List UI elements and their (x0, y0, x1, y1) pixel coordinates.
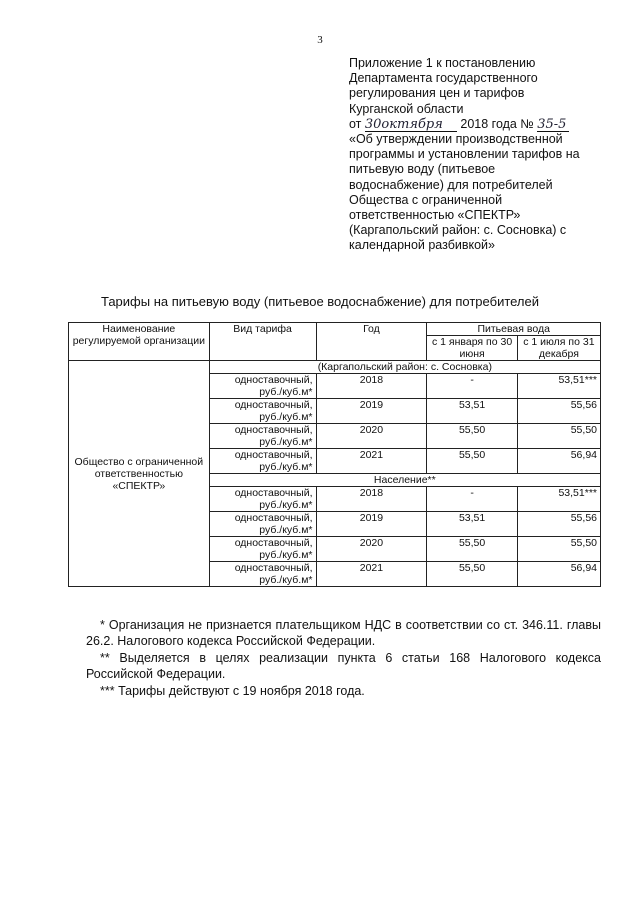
date-suffix: 2018 года № (460, 116, 534, 131)
footnotes (86, 618, 601, 702)
period1-cell: 55,50 (427, 562, 517, 587)
date-prefix: от (349, 116, 362, 131)
footnote-population: ** Выделяется в целях реализации пункта 6 статьи 168 Налогового кодекса Российской Федерации. (86, 651, 601, 681)
period1-cell: 55,50 (427, 537, 517, 562)
period1-cell: 55,50 (427, 424, 517, 449)
appendix-title-line: Общества с ограниченной (349, 192, 503, 207)
period1-cell: - (427, 374, 517, 399)
tariff-type-cell: одноставочный, руб./куб.м* (209, 512, 316, 537)
period1-cell: - (427, 487, 517, 512)
appendix-title-line: водоснабжение) для потребителей (349, 177, 553, 192)
appendix-line: Приложение 1 к постановлению (349, 56, 536, 70)
period2-cell: 53,51*** (517, 487, 600, 512)
year-cell: 2021 (316, 562, 427, 587)
year-cell: 2020 (316, 424, 427, 449)
appendix-line: Курганской области (349, 101, 464, 116)
header-type: Вид тарифа (209, 323, 316, 361)
period1-cell: 53,51 (427, 512, 517, 537)
section-title: (Каргапольский район: с. Сосновка) (209, 361, 600, 374)
appendix-date-line (349, 117, 619, 132)
year-cell: 2020 (316, 537, 427, 562)
appendix-title-line: (Каргапольский район: с. Сосновка) с (349, 223, 567, 238)
header-org: Наименование регулируемой организации (69, 323, 210, 361)
appendix-line: Департамента государственного (349, 71, 538, 86)
tariff-type-cell: одноставочный, руб./куб.м* (209, 424, 316, 449)
appendix-title-line: питьевую воду (питьевое (349, 162, 496, 177)
appendix-title-line: ответственностью «СПЕКТР» (349, 208, 521, 223)
header-water: Питьевая вода (427, 323, 601, 336)
tariff-type-cell: одноставочный, руб./куб.м* (209, 374, 316, 399)
tariff-type-cell: одноставочный, руб./куб.м* (209, 449, 316, 474)
year-cell: 2018 (316, 487, 427, 512)
header-period2: с 1 июля по 31 декабря (517, 336, 600, 361)
appendix-title-line: «Об утверждении производственной (349, 132, 563, 147)
year-cell: 2019 (316, 512, 427, 537)
tariff-type-cell: одноставочный, руб./куб.м* (209, 562, 316, 587)
period2-cell: 53,51*** (517, 374, 600, 399)
page-number: 3 (317, 34, 323, 46)
year-cell: 2021 (316, 449, 427, 474)
period2-cell: 55,50 (517, 537, 600, 562)
tariff-type-cell: одноставочный, руб./куб.м* (209, 399, 316, 424)
handwritten-number: 35-5 (537, 118, 569, 132)
period2-cell: 55,56 (517, 399, 600, 424)
appendix-title-line: программы и установлении тарифов на (349, 147, 580, 162)
header-period1: с 1 января по 30 июня (427, 336, 517, 361)
org-name-cell: Общество с ограниченной ответственностью «СПЕКТР» (69, 361, 210, 587)
period2-cell: 56,94 (517, 449, 600, 474)
year-cell: 2019 (316, 399, 427, 424)
tariff-type-cell: одноставочный, руб./куб.м* (209, 537, 316, 562)
period1-cell: 53,51 (427, 399, 517, 424)
year-cell: 2018 (316, 374, 427, 399)
period2-cell: 56,94 (517, 562, 600, 587)
table-title: Тарифы на питьевую воду (питьевое водоснабжение) для потребителей (100, 294, 540, 309)
header-year: Год (316, 323, 427, 361)
tariff-table (68, 322, 601, 587)
handwritten-date: 30октября (365, 118, 457, 132)
period2-cell: 55,56 (517, 512, 600, 537)
tariff-type-cell: одноставочный, руб./куб.м* (209, 487, 316, 512)
footnote-effective-date: *** Тарифы действуют с 19 ноября 2018 года. (100, 684, 365, 698)
appendix-title-line: календарной разбивкой» (349, 238, 495, 253)
footnote-vat: * Организация не признается плательщиком НДС в соответствии со ст. 346.11. главы 26.2. Налогового кодекса Российской Федерации. (86, 618, 601, 648)
period1-cell: 55,50 (427, 449, 517, 474)
section-title: Население** (209, 474, 600, 487)
appendix-line: регулирования цен и тарифов (349, 86, 525, 101)
period2-cell: 55,50 (517, 424, 600, 449)
appendix-header (349, 56, 619, 254)
